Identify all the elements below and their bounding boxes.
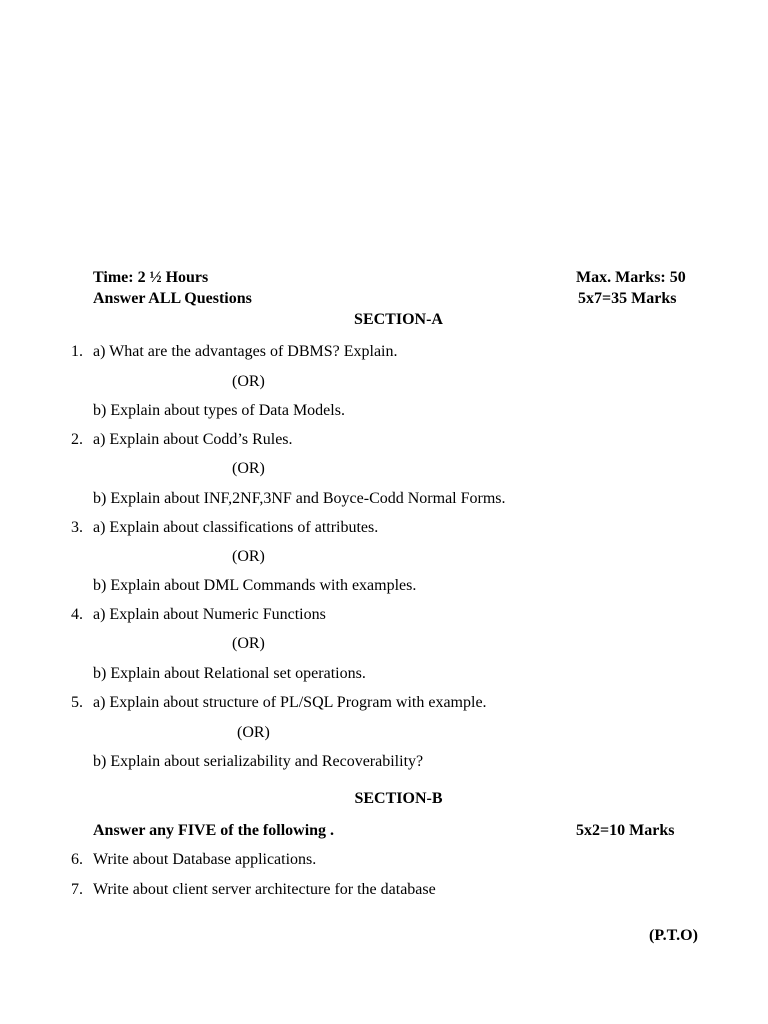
question-number: 2. [71,431,83,448]
section-b-instruction: Answer any FIVE of the following . [93,822,335,839]
time-label: Time: 2 ½ Hours [93,269,209,286]
question-text: Write about Database applications. [93,851,317,868]
question-option-a: a) Explain about Numeric Functions [93,606,326,623]
question-number: 5. [71,694,83,711]
question-option-b: b) Explain about Relational set operations. [93,665,366,682]
question-option-a: a) Explain about classifications of attributes. [93,519,379,536]
question-option-a: a) Explain about structure of PL/SQL Program with example. [93,694,487,711]
question-option-b: b) Explain about serializability and Recoverability? [93,753,424,770]
marks-scheme-label: 5x7=35 Marks [578,290,677,307]
question-number: 6. [71,851,83,868]
or-separator: (OR) [232,460,265,477]
question-number: 7. [71,881,83,898]
question-number: 4. [71,606,83,623]
question-number: 1. [71,343,83,360]
max-marks-label: Max. Marks: 50 [576,269,686,286]
section-a-title: SECTION-A [354,311,443,328]
instruction-label: Answer ALL Questions [93,290,252,307]
or-separator: (OR) [232,373,265,390]
question-option-b: b) Explain about DML Commands with examples. [93,577,417,594]
question-option-b: b) Explain about types of Data Models. [93,402,345,419]
or-separator: (OR) [237,724,270,741]
question-number: 3. [71,519,83,536]
question-option-a: a) What are the advantages of DBMS? Explain. [93,343,398,360]
question-option-b: b) Explain about INF,2NF,3NF and Boyce-Codd Normal Forms. [93,490,506,507]
or-separator: (OR) [232,635,265,652]
question-text: Write about client server architecture for the database [93,881,436,898]
or-separator: (OR) [232,548,265,565]
pto-label: (P.T.O) [649,927,698,944]
section-b-title: SECTION-B [354,790,443,807]
question-option-a: a) Explain about Codd’s Rules. [93,431,293,448]
section-b-marks-scheme: 5x2=10 Marks [576,822,675,839]
